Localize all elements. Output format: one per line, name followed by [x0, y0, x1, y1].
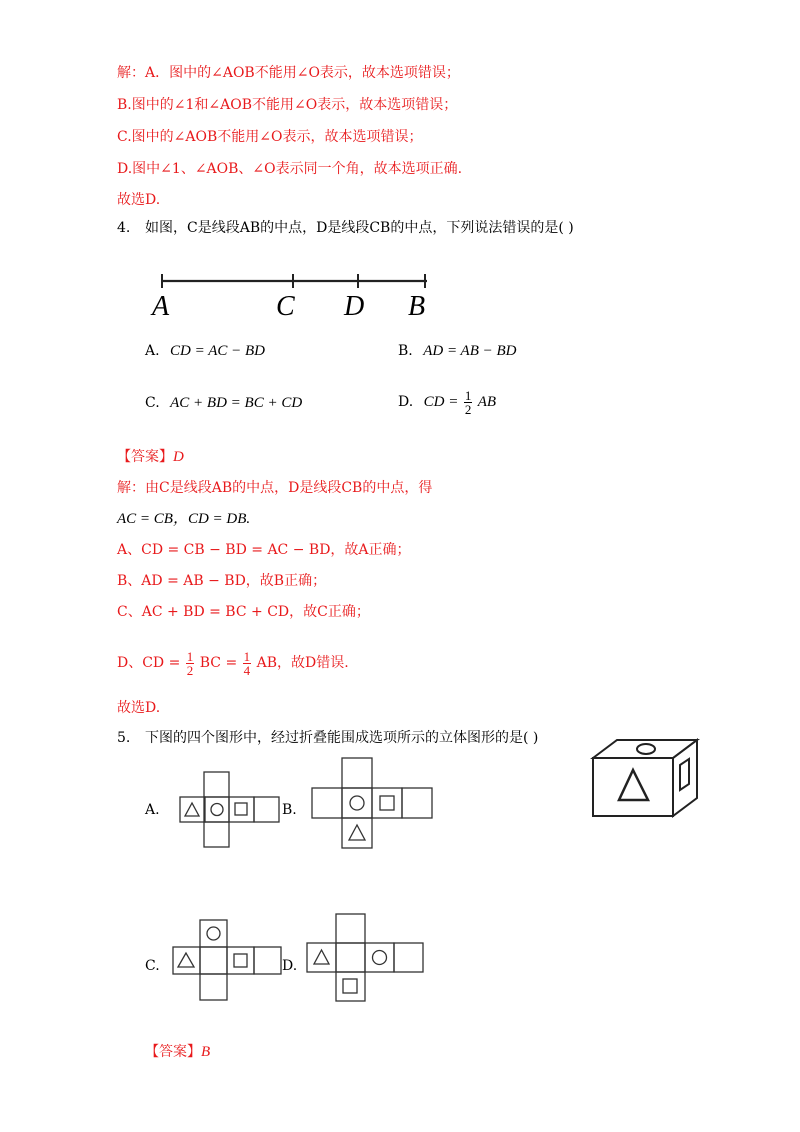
q5-option-c-letter: C. [145, 958, 160, 974]
q4-solution-line-4: B、AD = AB − BD，故B正确； [117, 573, 327, 589]
option-letter: A. [145, 343, 160, 359]
prev-solution-line-5: 故选D. [117, 192, 161, 208]
answer-value: B [201, 1044, 211, 1060]
cube-figure [590, 738, 700, 818]
option-letter: B. [398, 343, 413, 359]
q5-stem: 下图的四个图形中，经过折叠能围成选项所示的立体图形的是( ) [145, 730, 539, 746]
q5-net-c [172, 920, 282, 1000]
prev-solution-line-4: D.图中∠1、∠AOB、∠O表示同一个角，故本选项正确. [117, 161, 463, 177]
q5-number: 5. [117, 730, 131, 746]
option-expr-pre: CD = [423, 394, 459, 410]
circle-icon [207, 927, 220, 940]
q5-net-b [312, 758, 432, 848]
square-icon [680, 759, 689, 790]
q5-net-d [307, 914, 423, 1002]
q4-option-a [145, 341, 265, 361]
q4-segment-figure [140, 265, 460, 325]
q4-solution-line-6: D、CD = $\frac{1}{2}$ BC = $\frac{1}{4}$ AB，故D错误. [117, 648, 349, 678]
fraction-one-quarter: $\frac{1}{4}$ [243, 648, 251, 678]
q5-option-d-letter: D. [282, 958, 298, 974]
triangle-icon [619, 770, 648, 800]
triangle-icon [349, 825, 365, 840]
fraction-one-half: $\frac{1}{2}$ [464, 387, 472, 417]
prev-solution-line-2: B.图中的∠1和∠AOB不能用∠O表示，故本选项错误； [117, 97, 458, 113]
cube-front-face [593, 758, 673, 816]
triangle-icon [185, 803, 199, 816]
square-icon [343, 979, 357, 993]
q4-option-b [398, 341, 517, 361]
option-expr: AC + BD = BC + CD [170, 395, 303, 411]
q5-option-a-letter: A. [145, 802, 160, 818]
q5-net-a [180, 772, 280, 848]
answer-label: 【答案】 [117, 449, 173, 465]
circle-icon [373, 951, 387, 965]
label-a: A [152, 291, 170, 322]
q5-answer [145, 1042, 210, 1062]
fraction-one-half: $\frac{1}{2}$ [186, 648, 194, 678]
label-c: C [276, 291, 295, 322]
answer-label: 【答案】 [145, 1044, 201, 1060]
circle-icon [350, 796, 364, 810]
label-b: B [408, 291, 426, 322]
option-expr: CD = AC − BD [170, 343, 265, 359]
option-letter: C. [145, 395, 160, 411]
cube-side-face [673, 740, 697, 816]
square-icon [234, 954, 247, 967]
option-expr-post: AB [477, 394, 497, 410]
label-d: D [344, 291, 365, 322]
q4-answer [117, 447, 184, 467]
q4-solution-line-7: 故选D. [117, 700, 161, 716]
q4-option-d [398, 384, 496, 420]
triangle-icon [314, 950, 329, 964]
q4-solution-line-1: 解：由C是线段AB的中点，D是线段CB的中点，得 [117, 480, 433, 496]
q4-solution-line-5: C、AC + BD = BC + CD，故C正确； [117, 604, 370, 620]
q4-option-c [145, 393, 302, 413]
circle-icon [211, 804, 223, 816]
q4-solution-line-2: AC = CB，CD = DB. [117, 511, 251, 527]
option-expr: AD = AB − BD [423, 343, 517, 359]
q5-option-b-letter: B. [282, 802, 297, 818]
prev-solution-line-1: 解：A．图中的∠AOB不能用∠O表示，故本选项错误； [117, 65, 460, 81]
triangle-icon [178, 953, 194, 967]
cube-top-face [593, 740, 697, 758]
q4-stem: 如图，C是线段AB的中点，D是线段CB的中点，下列说法错误的是( ) [145, 220, 574, 236]
prev-solution-line-3: C.图中的∠AOB不能用∠O表示，故本选项错误； [117, 129, 423, 145]
circle-icon [637, 744, 655, 754]
square-icon [380, 796, 394, 810]
answer-value: D [173, 449, 184, 465]
square-icon [235, 803, 247, 815]
q4-number: 4. [117, 220, 131, 236]
q4-solution-line-3: A、CD = CB − BD = AC − BD，故A正确； [117, 542, 411, 558]
option-letter: D. [398, 394, 414, 410]
